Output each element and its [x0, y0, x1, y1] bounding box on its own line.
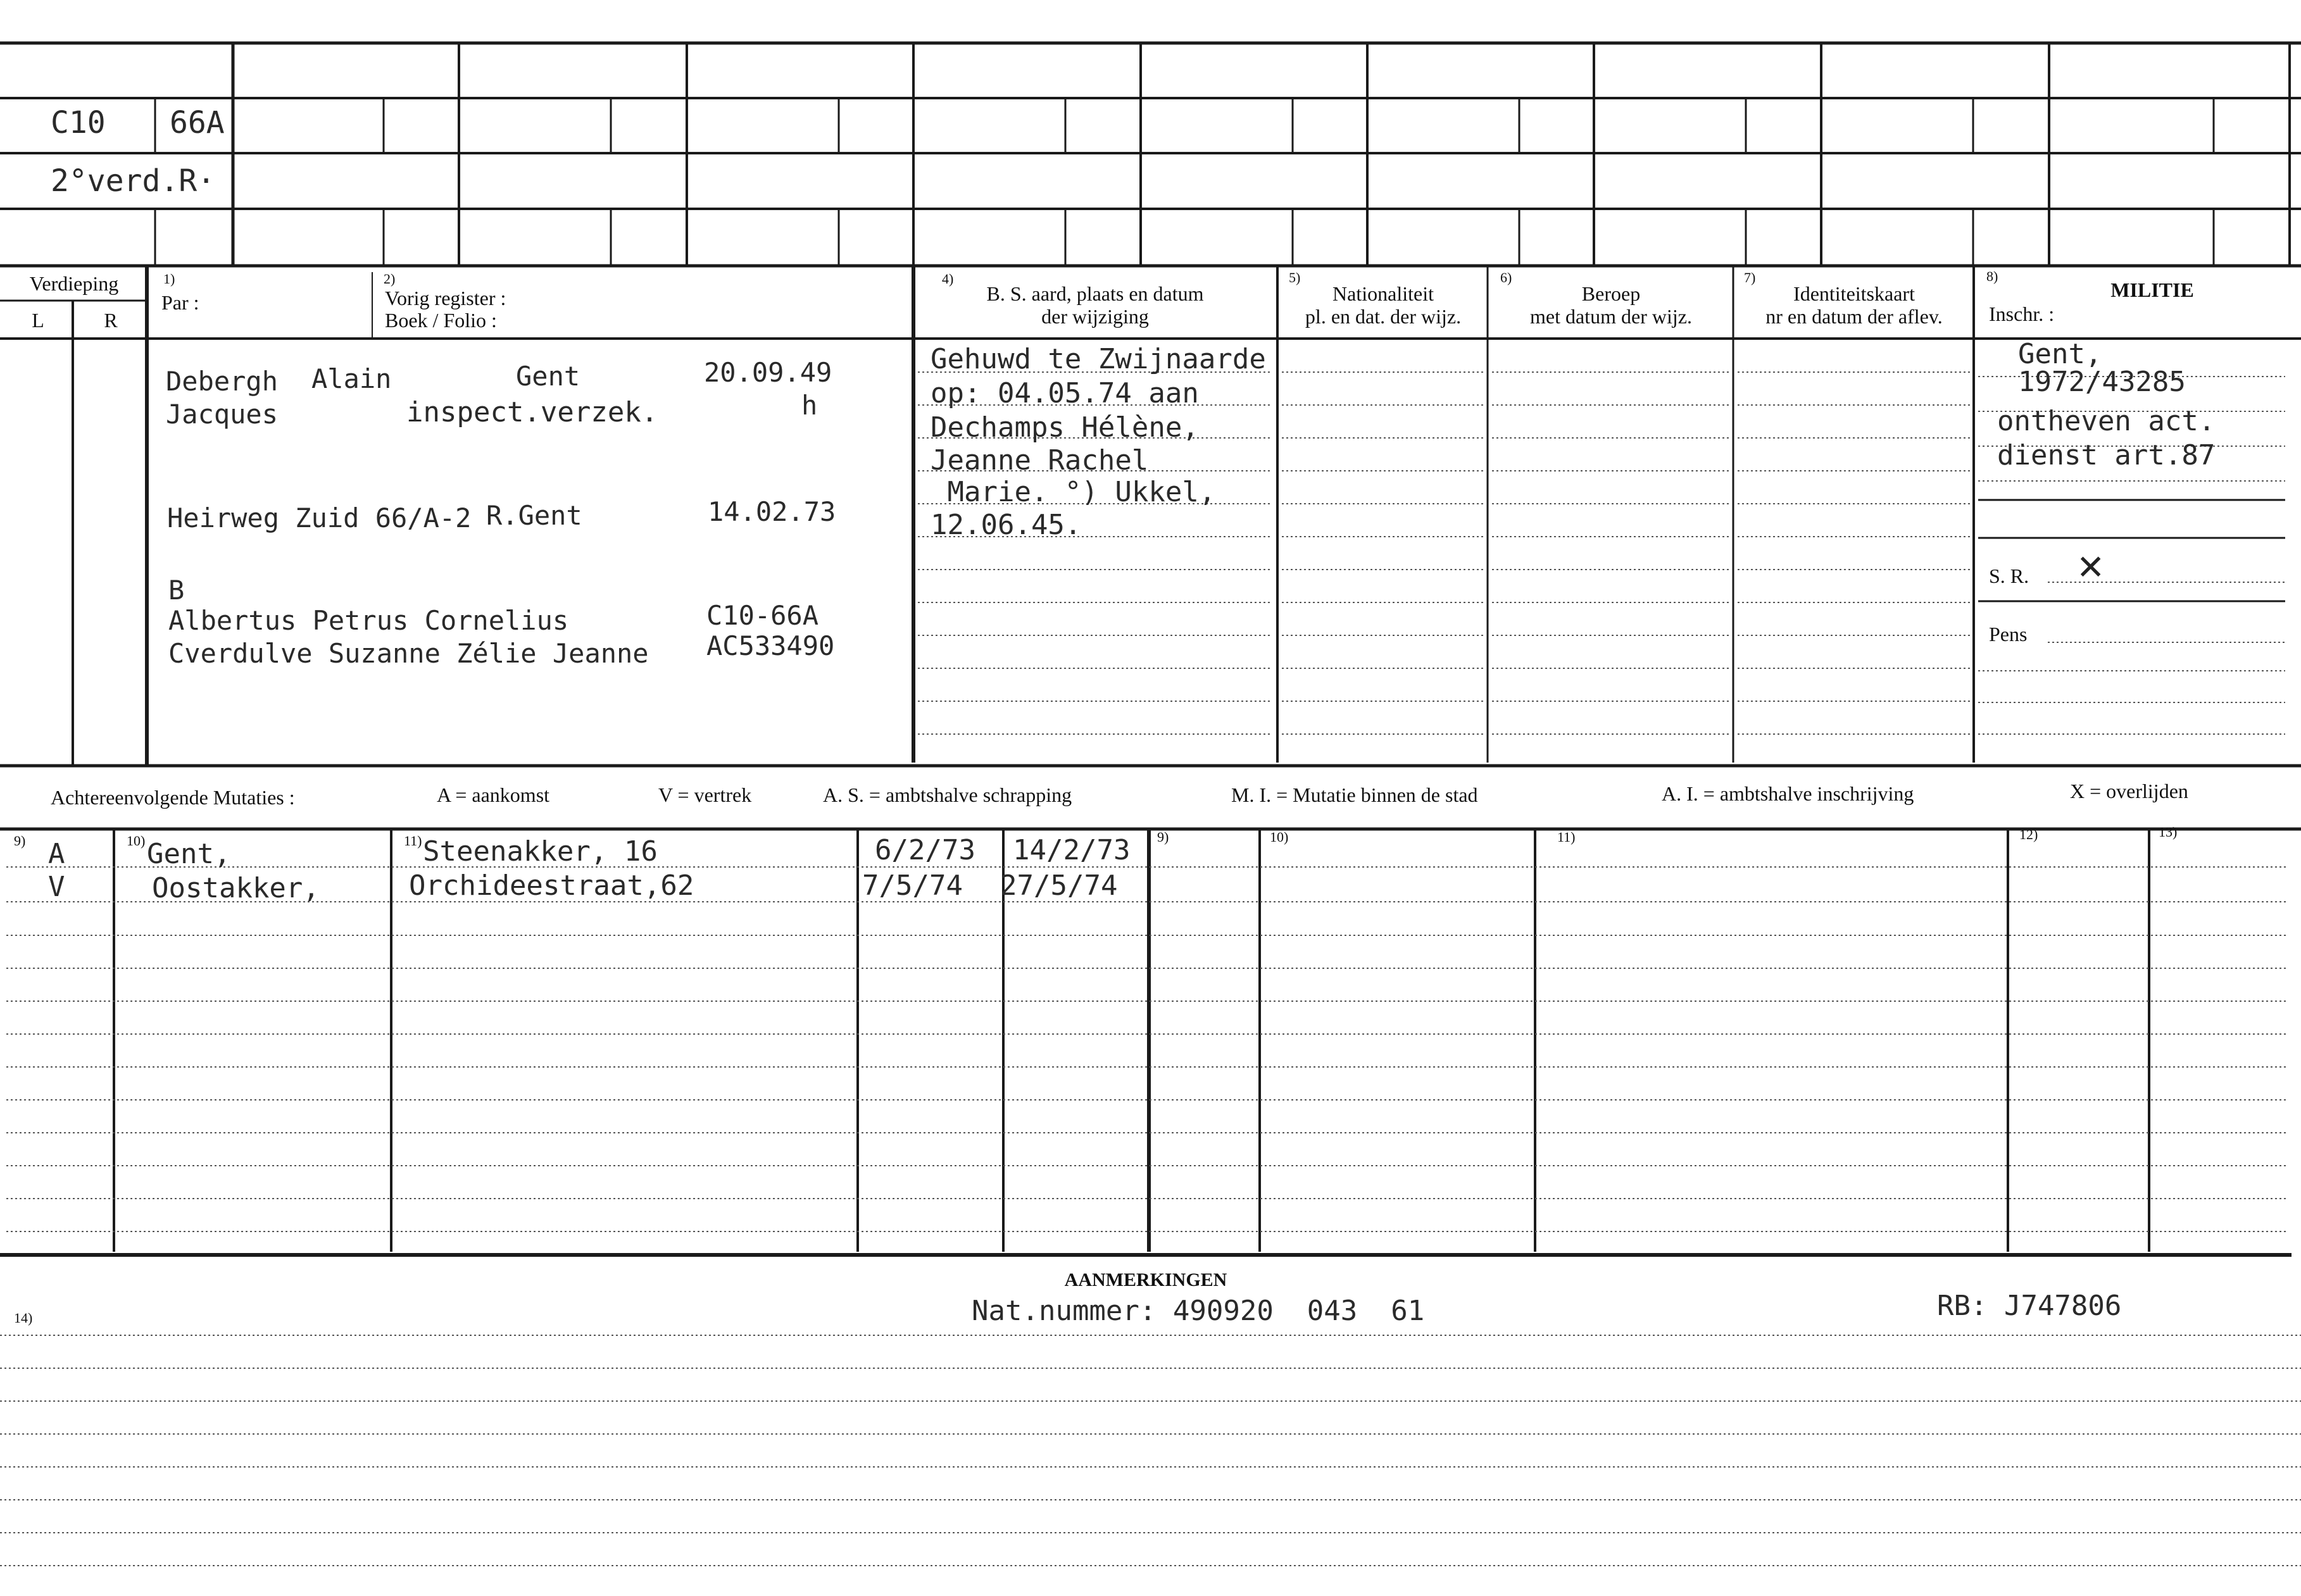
- remarks-number: 14): [14, 1310, 33, 1326]
- militia-line-2: 1972/43285: [2018, 366, 2186, 398]
- legend-ambtshalve-inschrijving: A. I. = ambtshalve inschrijving: [1662, 782, 1914, 805]
- civil-status-line-3: Dechamps Hélène,: [931, 411, 1199, 444]
- header-boek-folio: Boek / Folio :: [385, 309, 497, 332]
- mutation-1-street: Steenakker, 16: [423, 835, 658, 868]
- header-inschr: Inschr. :: [1989, 302, 2055, 325]
- mutation-2-street: Orchideestraat,62: [409, 870, 694, 902]
- person-profession: inspect.verzek.: [406, 396, 658, 428]
- mutation-header-13: 13): [2159, 824, 2178, 840]
- header-col4-number: 4): [942, 271, 954, 287]
- mutation-header-11b: 11): [1557, 829, 1576, 845]
- militia-line-1: Gent,: [2018, 338, 2102, 370]
- person-sex: h: [801, 390, 818, 421]
- national-number: Nat.nummer: 490920 043 61: [972, 1295, 1425, 1327]
- legend-aankomst: A = aankomst: [437, 783, 550, 806]
- civil-status-line-2: op: 04.05.74 aan: [931, 377, 1199, 409]
- person-father-ref: C10-66A: [706, 600, 819, 631]
- code-66a: 66A: [170, 105, 225, 140]
- sr-mark: ✕: [2076, 547, 2105, 587]
- header-bs-aard: B. S. aard, plaats en datum: [986, 282, 1204, 305]
- header-col8-number: 8): [1986, 268, 1998, 284]
- mutation-header-9b: 9): [1157, 829, 1169, 845]
- mutation-2-city: Oostakker,: [152, 872, 320, 904]
- header-l: L: [32, 309, 44, 332]
- person-firstname: Alain: [311, 363, 392, 394]
- legend-vertrek: V = vertrek: [658, 783, 752, 806]
- mutation-2-date1: 7/5/74: [862, 870, 963, 902]
- mutation-1-city: Gent,: [147, 838, 231, 870]
- person-address-city: R.Gent: [486, 500, 582, 531]
- header-verdieping: Verdieping: [29, 272, 119, 295]
- header-beroep: Beroep: [1581, 282, 1641, 305]
- header-col5-number: 5): [1289, 270, 1301, 285]
- person-surname: Debergh: [166, 366, 279, 397]
- mutation-header-10: 10): [127, 833, 146, 849]
- header-identiteitskaart: Identiteitskaart: [1793, 282, 1915, 305]
- header-nationaliteit-sub: pl. en dat. der wijz.: [1305, 305, 1462, 328]
- person-father: Albertus Petrus Cornelius: [168, 605, 569, 636]
- mutation-1-date2: 14/2/73: [1013, 834, 1131, 866]
- militia-line-3: ontheven act.: [1997, 405, 2216, 437]
- mutation-header-11: 11): [404, 833, 422, 849]
- mutation-2-type: V: [48, 871, 65, 903]
- header-col2-number: 2): [384, 271, 396, 287]
- header-militie: MILITIE: [2110, 278, 2194, 301]
- legend-overlijden: X = overlijden: [2070, 780, 2188, 802]
- code-c10: C10: [51, 105, 106, 140]
- legend-label: Achtereenvolgende Mutaties :: [51, 786, 295, 809]
- mutation-header-10b: 10): [1270, 829, 1289, 845]
- civil-status-line-6: 12.06.45.: [931, 509, 1082, 541]
- sr-label: S. R.: [1989, 564, 2029, 587]
- mutation-header-9: 9): [14, 833, 26, 849]
- header-identiteitskaart-sub: nr en datum der aflev.: [1765, 305, 1943, 328]
- person-birthplace: Gent: [516, 361, 580, 392]
- mutation-1-date1: 6/2/73: [875, 834, 975, 866]
- person-second-name: Jacques: [166, 399, 279, 430]
- militia-line-4: dienst art.87: [1997, 439, 2216, 471]
- header-par: Par :: [161, 291, 199, 314]
- legend-mutatie-binnen-stad: M. I. = Mutatie binnen de stad: [1231, 783, 1478, 806]
- floor-code: 2°verd.R·: [51, 163, 216, 199]
- header-col6-number: 6): [1500, 270, 1512, 285]
- header-vorig-register: Vorig register :: [385, 287, 506, 309]
- header-col1-number: 1): [163, 271, 175, 287]
- mutation-2-date2: 27/5/74: [1000, 870, 1118, 902]
- person-mother: Cverdulve Suzanne Zélie Jeanne: [168, 638, 649, 669]
- person-mother-ref: AC533490: [706, 630, 835, 661]
- header-der-wijziging: der wijziging: [1041, 305, 1149, 328]
- mutation-1-type: A: [48, 838, 65, 870]
- civil-status-line-1: Gehuwd te Zwijnaarde: [931, 343, 1266, 375]
- person-address-date: 14.02.73: [708, 496, 836, 527]
- civil-status-line-5: Marie. °) Ukkel,: [931, 476, 1216, 508]
- header-nationaliteit: Nationaliteit: [1332, 282, 1434, 305]
- person-birthdate: 20.09.49: [704, 357, 832, 388]
- header-col7-number: 7): [1744, 270, 1756, 285]
- person-address: Heirweg Zuid 66/A-2: [167, 502, 472, 533]
- header-r: R: [104, 309, 118, 332]
- civil-status-line-4: Jeanne Rachel: [931, 444, 1149, 477]
- remarks-title: AANMERKINGEN: [1064, 1269, 1227, 1290]
- pens-label: Pens: [1989, 623, 2028, 645]
- legend-ambtshalve-schrapping: A. S. = ambtshalve schrapping: [823, 783, 1072, 806]
- person-b-label: B: [168, 575, 185, 606]
- mutation-header-12: 12): [2019, 826, 2038, 842]
- rb-number: RB: J747806: [1937, 1290, 2122, 1322]
- header-beroep-sub: met datum der wijz.: [1530, 305, 1692, 328]
